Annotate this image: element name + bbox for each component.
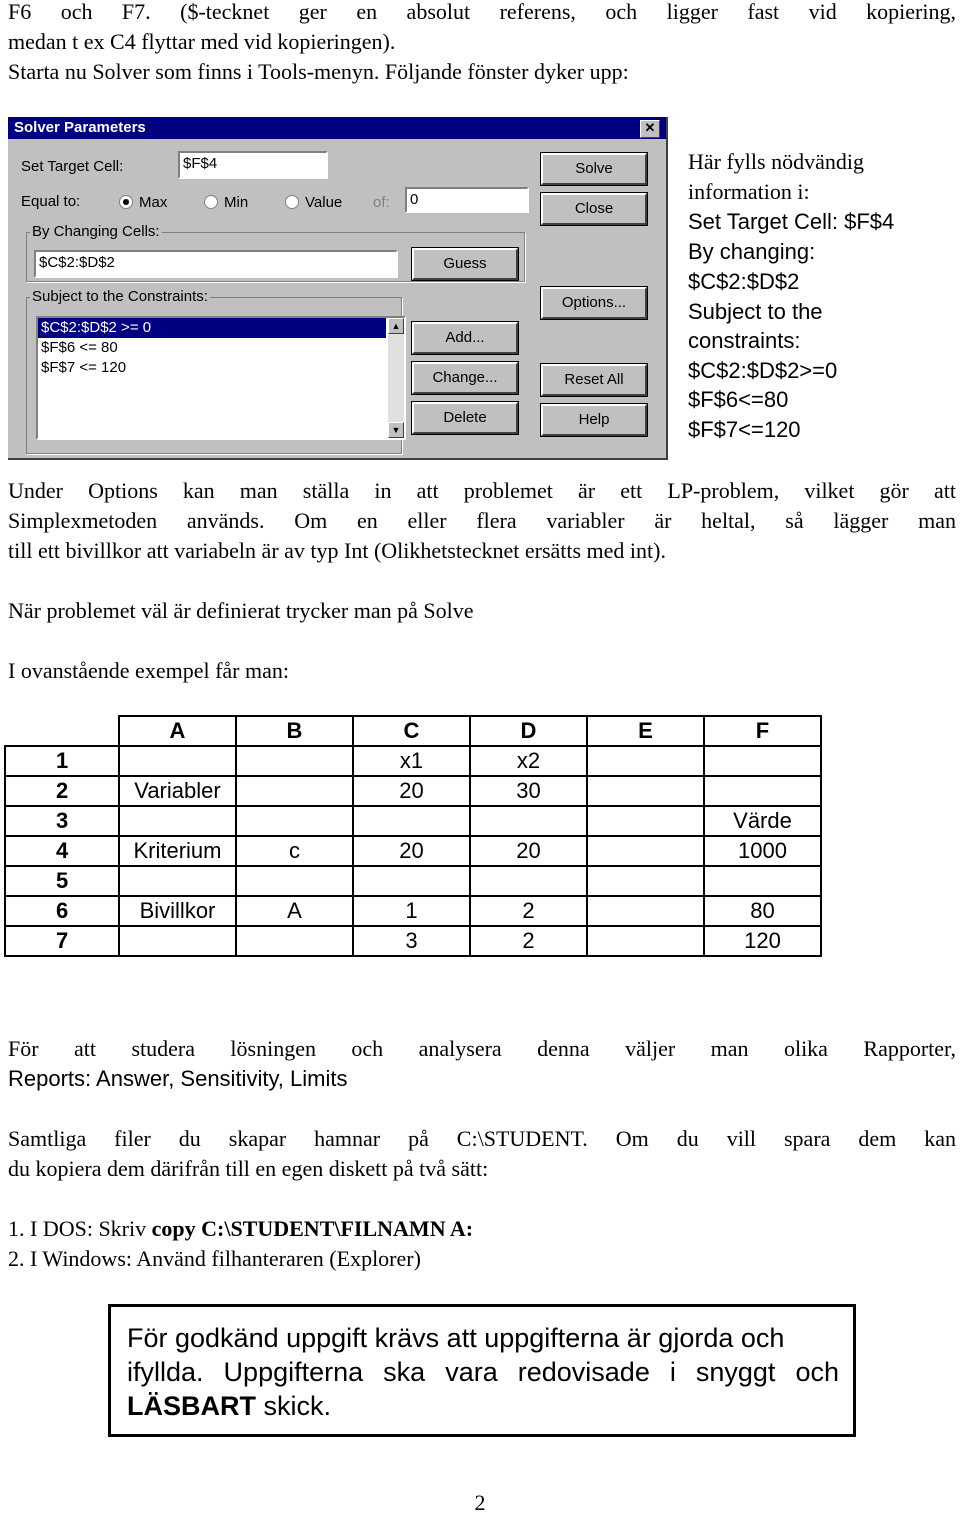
side-note-line: $C$2:$D$2>=0	[688, 358, 838, 383]
row-header: 5	[5, 866, 119, 896]
options-button[interactable]: Options...	[541, 287, 647, 319]
intro-line-2	[8, 27, 395, 57]
column-header: A	[119, 716, 236, 746]
constraints-scrollbar[interactable]	[388, 318, 404, 438]
side-note-line: Subject to the	[688, 299, 823, 324]
example-line: I ovanstående exempel får man:	[8, 658, 289, 683]
table-row	[5, 776, 821, 806]
value-of-input[interactable]: 0	[405, 187, 529, 213]
table-cell: 20	[353, 776, 470, 806]
radio-max-label: Max	[139, 194, 168, 211]
constraint-item[interactable]: $C$2:$D$2 >= 0	[38, 318, 386, 338]
note-line-1: För godkänd uppgift krävs att uppgifterna är gjorda och	[127, 1323, 785, 1353]
set-target-label: Set Target Cell:	[21, 158, 124, 175]
close-button[interactable]: Close	[541, 193, 647, 225]
solver-dialog	[8, 117, 668, 460]
table-cell: 1000	[704, 836, 821, 866]
table-cell: Kriterium	[119, 836, 236, 866]
table-cell	[587, 896, 704, 926]
add-button[interactable]: Add...	[412, 322, 518, 354]
set-target-input[interactable]: $F$4	[178, 151, 328, 179]
constraints-list[interactable]	[36, 316, 406, 440]
table-row	[5, 866, 821, 896]
table-cell: 3	[353, 926, 470, 956]
files-para-line-2: du kopiera dem därifrån till en egen diskett på två sätt:	[8, 1156, 489, 1181]
table-cell	[119, 746, 236, 776]
requirements-note-box	[108, 1304, 856, 1437]
row-header: 6	[5, 896, 119, 926]
scroll-up-icon[interactable]: ▲	[388, 318, 404, 334]
table-cell	[236, 746, 353, 776]
table-cell	[587, 926, 704, 956]
side-note-line: $C$2:$D$2	[688, 269, 800, 294]
table-cell: 2	[470, 896, 587, 926]
step-1-command: copy C:\STUDENT\FILNAMN A:	[151, 1216, 474, 1241]
table-cell	[470, 806, 587, 836]
change-button[interactable]: Change...	[412, 362, 518, 394]
table-cell	[587, 866, 704, 896]
table-cell	[704, 776, 821, 806]
column-header: D	[470, 716, 587, 746]
note-emphasis: LÄSBART	[127, 1391, 256, 1421]
side-note-line: $F$7<=120	[688, 417, 801, 442]
intro-line-3: Starta nu Solver som finns i Tools-menyn. Följande fönster dyker upp:	[8, 59, 629, 84]
row-header: 2	[5, 776, 119, 806]
table-cell: 120	[704, 926, 821, 956]
table-row	[5, 806, 821, 836]
dialog-title: Solver Parameters	[8, 117, 666, 139]
intro-line-2-text: medan t ex C4 flyttar med vid kopieringen).	[8, 29, 396, 54]
radio-value[interactable]	[285, 195, 299, 209]
spreadsheet-table	[4, 715, 822, 957]
table-cell: x1	[353, 746, 470, 776]
table-cell: Bivillkor	[119, 896, 236, 926]
side-note-line: $F$6<=80	[688, 387, 789, 412]
table-cell	[587, 776, 704, 806]
table-row	[5, 746, 821, 776]
delete-button[interactable]: Delete	[412, 402, 518, 434]
table-row	[5, 926, 821, 956]
table-row	[5, 896, 821, 926]
step-2: 2. I Windows: Använd filhanteraren (Explorer)	[8, 1246, 421, 1271]
table-cell	[704, 746, 821, 776]
reports-para-line-2: Reports: Answer, Sensitivity, Limits	[8, 1066, 348, 1091]
constraint-item[interactable]: $F$7 <= 120	[41, 359, 127, 376]
table-cell: 20	[470, 836, 587, 866]
step-1-prefix: 1. I DOS: Skriv	[8, 1216, 152, 1241]
subject-label: Subject to the Constraints:	[32, 288, 208, 305]
reset-all-button[interactable]: Reset All	[541, 364, 647, 396]
page-number: 2	[474, 1490, 486, 1515]
table-cell: 1	[353, 896, 470, 926]
side-note-line: information i:	[688, 179, 810, 204]
of-label: of:	[373, 194, 390, 211]
radio-max[interactable]	[119, 195, 133, 209]
table-row	[5, 836, 821, 866]
table-cell: A	[236, 896, 353, 926]
row-header: 1	[5, 746, 119, 776]
radio-value-label: Value	[305, 194, 343, 211]
column-header: F	[704, 716, 821, 746]
radio-min-label: Min	[224, 194, 249, 211]
column-header: E	[587, 716, 704, 746]
scroll-down-icon[interactable]: ▼	[388, 422, 404, 438]
files-para-line-1: Samtliga filer du skapar hamnar på C:\STUDENT. Om du vill spara dem kan	[8, 1126, 956, 1151]
row-header: 7	[5, 926, 119, 956]
table-cell	[704, 866, 821, 896]
table-cell: 20	[353, 836, 470, 866]
step-1	[8, 1214, 473, 1244]
options-para-line-1: Under Options kan man ställa in att problemet är ett LP-problem, vilket gör att	[8, 478, 956, 503]
column-header: B	[236, 716, 353, 746]
reports-para-line-1: För att studera lösningen och analysera denna väljer man olika Rapporter,	[8, 1036, 956, 1061]
table-cell	[119, 926, 236, 956]
by-changing-label: By Changing Cells:	[32, 223, 160, 240]
table-cell	[353, 866, 470, 896]
options-para-line-2: Simplexmetoden används. Om en eller flera variabler är heltal, så lägger man	[8, 508, 956, 533]
table-cell	[236, 866, 353, 896]
by-changing-input[interactable]: $C$2:$D$2	[34, 250, 398, 278]
radio-min[interactable]	[204, 195, 218, 209]
note-line-2: ifyllda. Uppgifterna ska vara redovisade i snyggt och	[127, 1357, 839, 1387]
table-cell: Variabler	[119, 776, 236, 806]
table-cell: 30	[470, 776, 587, 806]
solve-button[interactable]: Solve	[541, 153, 647, 185]
table-cell: 2	[470, 926, 587, 956]
table-cell: Värde	[704, 806, 821, 836]
note-line-3	[127, 1389, 839, 1423]
side-note-line: By changing:	[688, 239, 816, 264]
column-header: C	[353, 716, 470, 746]
side-note-line: constraints:	[688, 328, 801, 353]
table-cell	[587, 836, 704, 866]
row-header: 3	[5, 806, 119, 836]
equal-to-label: Equal to:	[21, 193, 81, 210]
table-cell	[119, 806, 236, 836]
row-header: 4	[5, 836, 119, 866]
table-cell	[587, 746, 704, 776]
corner-cell	[5, 716, 119, 746]
close-icon[interactable]: ✕	[640, 120, 660, 138]
guess-button[interactable]: Guess	[412, 248, 518, 280]
solve-line: När problemet väl är definierat trycker man på Solve	[8, 598, 474, 623]
table-cell	[353, 806, 470, 836]
table-cell	[587, 806, 704, 836]
table-cell	[236, 926, 353, 956]
constraint-item[interactable]: $F$6 <= 80	[41, 339, 118, 356]
table-cell	[236, 806, 353, 836]
side-note-line: Här fylls nödvändig	[688, 149, 864, 174]
table-cell	[470, 866, 587, 896]
help-button[interactable]: Help	[541, 404, 647, 436]
note-line-3-rest: skick.	[256, 1391, 332, 1421]
table-cell: 80	[704, 896, 821, 926]
table-header-row	[5, 716, 821, 746]
side-note-line: Set Target Cell: $F$4	[688, 209, 895, 234]
table-cell	[119, 866, 236, 896]
table-cell	[236, 776, 353, 806]
intro-line-1: F6 och F7. ($-tecknet ger en absolut referens, och ligger fast vid kopiering,	[8, 0, 956, 24]
options-para-line-3: till ett bivillkor att variabeln är av typ Int (Olikhetstecknet ersätts med int).	[8, 538, 666, 563]
table-cell: x2	[470, 746, 587, 776]
table-cell: c	[236, 836, 353, 866]
